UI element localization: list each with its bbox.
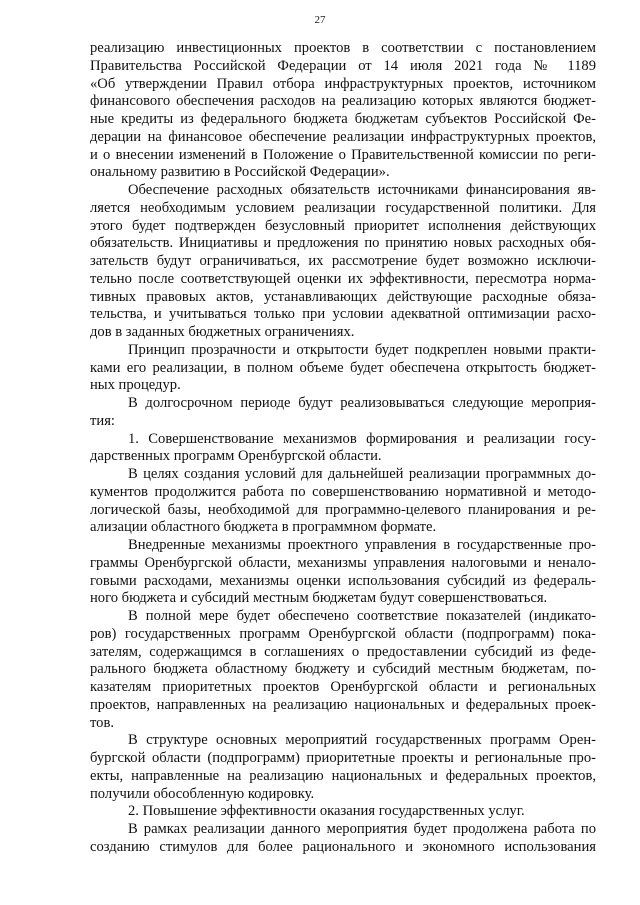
- text-line: В целях создания условий для дальнейшей реализации программных до-: [128, 466, 596, 482]
- text-line: тельства, и учитываться только при условии адекватной оптимизации расхо-: [90, 306, 596, 323]
- text-line: ками его реализации, в полном объеме будет обеспечена открытость бюджет-: [90, 359, 596, 376]
- text-line: этого будет подтвержден безусловный приоритет исполнения действующих: [90, 217, 596, 234]
- paragraph: [90, 608, 596, 732]
- text-line: логической базы, необходимой для программно-целевого планирования и ре-: [90, 501, 596, 518]
- text-line: говыми расходами, механизмы оценки использования субсидий из федераль-: [90, 572, 596, 589]
- paragraph: [90, 466, 596, 537]
- text-line: 2. Повышение эффективности оказания государственных услуг.: [128, 803, 525, 820]
- text-line: кументов продолжится работа по совершенствованию нормативной и методо-: [90, 483, 596, 500]
- text-line: и о внесении изменений в Положение о Правительственной комиссии по реги-: [90, 146, 596, 163]
- text-line: ляется необходимым условием реализации государственной политики. Для: [90, 199, 596, 216]
- text-line: Внедренные механизмы проектного управления в государственные про-: [128, 537, 596, 553]
- text-line: ных процедур.: [90, 377, 181, 394]
- text-line: Правительства Российской Федерации от 14 июля 2021 года № 1189: [90, 57, 596, 74]
- text-line: ализации областного бюджета в программном формате.: [90, 519, 437, 536]
- text-line: тельно после соответствующей оценки их эффективности, пересмотра норма-: [90, 270, 596, 287]
- text-line: реализацию инвестиционных проектов в соответствии с постановлением: [90, 40, 596, 56]
- paragraph: [90, 40, 596, 182]
- text-line: ров) государственных программ Оренбургской области (подпрограмм) пока-: [90, 625, 596, 642]
- text-line: тия:: [90, 412, 115, 429]
- paragraph: [90, 431, 596, 467]
- text-line: зателям, содержащимся в соглашениях о предоставлении субсидий из феде-: [90, 643, 596, 660]
- text-line: Принцип прозрачности и открытости будет подкреплен новыми практи-: [128, 341, 596, 358]
- text-line: В полной мере будет обеспечено соответствие показателей (индикато-: [128, 608, 596, 624]
- text-line: «Об утверждении Правил отбора инфраструктурных проектов, источником: [90, 75, 596, 92]
- paragraph: [90, 803, 596, 821]
- paragraph: [90, 537, 596, 608]
- paragraph: [90, 395, 596, 431]
- text-line: созданию стимулов для более рационального и экономного использования: [90, 838, 596, 855]
- page-number: 27: [314, 14, 326, 26]
- text-line: тивных правовых актов, устанавливающих действующие расходные обяза-: [90, 288, 596, 305]
- text-line: Обеспечение расходных обязательств источниками финансирования яв-: [128, 182, 596, 198]
- text-line: ональному развитию в Российской Федерации».: [90, 164, 390, 181]
- text-line: обязательств. Инициативы и предложения по принятию новых расходных обя-: [90, 235, 596, 252]
- text-line: проектов, направленных на реализацию национальных и федеральных проек-: [90, 696, 596, 713]
- text-line: екты, направленные на реализацию национальных и федеральных проектов,: [90, 767, 596, 784]
- text-line: казателям приоритетных проектов Оренбургской области и региональных: [90, 679, 596, 695]
- text-line: В долгосрочном периоде будут реализовываться следующие мероприя-: [128, 395, 596, 411]
- text-line: финансового обеспечения расходов на реализацию которых являются бюджет-: [90, 93, 596, 110]
- document-body: [90, 40, 596, 857]
- text-line: дов в заданных бюджетных ограничениях.: [90, 324, 355, 340]
- text-line: ные кредиты из федерального бюджета бюджетам субъектов Российской Фе-: [90, 111, 596, 127]
- paragraph: [90, 182, 596, 342]
- paragraph: [90, 732, 596, 803]
- text-line: тов.: [90, 714, 115, 731]
- text-line: В структуре основных мероприятий государственных программ Орен-: [128, 732, 596, 749]
- text-line: зательств будут ограничиваться, их рассмотрение будет возможно исключи-: [90, 253, 596, 269]
- text-line: граммы Оренбургской области, механизмы управления налоговыми и ненало-: [90, 554, 596, 571]
- text-line: бургской области (подпрограмм) приоритетные проекты и региональные про-: [90, 750, 596, 766]
- text-line: дарственных программ Оренбургской области.: [90, 448, 382, 465]
- text-line: рального бюджета областному бюджету и субсидий местным бюджетам, по-: [90, 661, 596, 678]
- paragraph: [90, 342, 596, 395]
- text-line: В рамках реализации данного мероприятия будет продолжена работа по: [128, 821, 596, 837]
- text-line: ного бюджета и субсидий местным бюджетам будут совершенствоваться.: [90, 590, 548, 607]
- text-line: получили обособленную кодировку.: [90, 785, 315, 802]
- text-line: 1. Совершенствование механизмов формирования и реализации госу-: [128, 430, 596, 447]
- paragraph: [90, 821, 596, 857]
- text-line: дерации на финансовое обеспечение реализации инфраструктурных проектов,: [90, 128, 596, 145]
